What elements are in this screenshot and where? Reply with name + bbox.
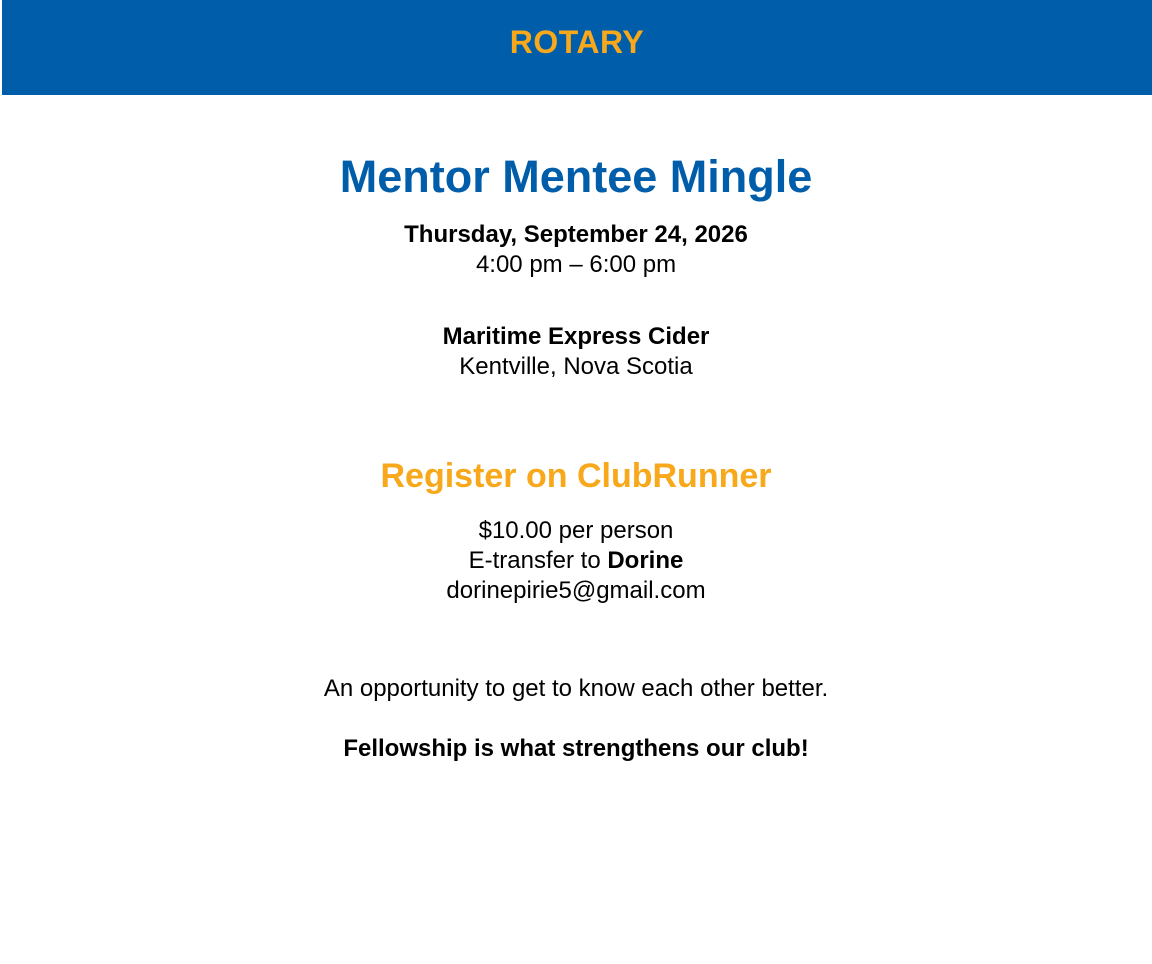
fellowship-text: Fellowship is what strengthens our club! bbox=[343, 735, 809, 762]
header-banner bbox=[2, 0, 1152, 95]
organization-title: ROTARY bbox=[509, 24, 645, 60]
opportunity-text: An opportunity to get to know each other better. bbox=[323, 675, 829, 702]
registration-transfer bbox=[0, 547, 1152, 575]
transfer-prefix: E-transfer to bbox=[468, 547, 608, 574]
registration-email: dorinepirie5@gmail.com bbox=[446, 577, 706, 604]
event-date: Thursday, September 24, 2026 bbox=[404, 221, 748, 248]
event-title: Mentor Mentee Mingle bbox=[339, 151, 813, 202]
venue-name: Maritime Express Cider bbox=[442, 323, 710, 350]
registration-heading: Register on ClubRunner bbox=[380, 457, 772, 495]
event-time: 4:00 pm – 6:00 pm bbox=[475, 251, 677, 278]
registration-price: $10.00 per person bbox=[478, 517, 674, 544]
transfer-recipient: Dorine bbox=[607, 547, 684, 574]
venue-location: Kentville, Nova Scotia bbox=[459, 353, 693, 380]
